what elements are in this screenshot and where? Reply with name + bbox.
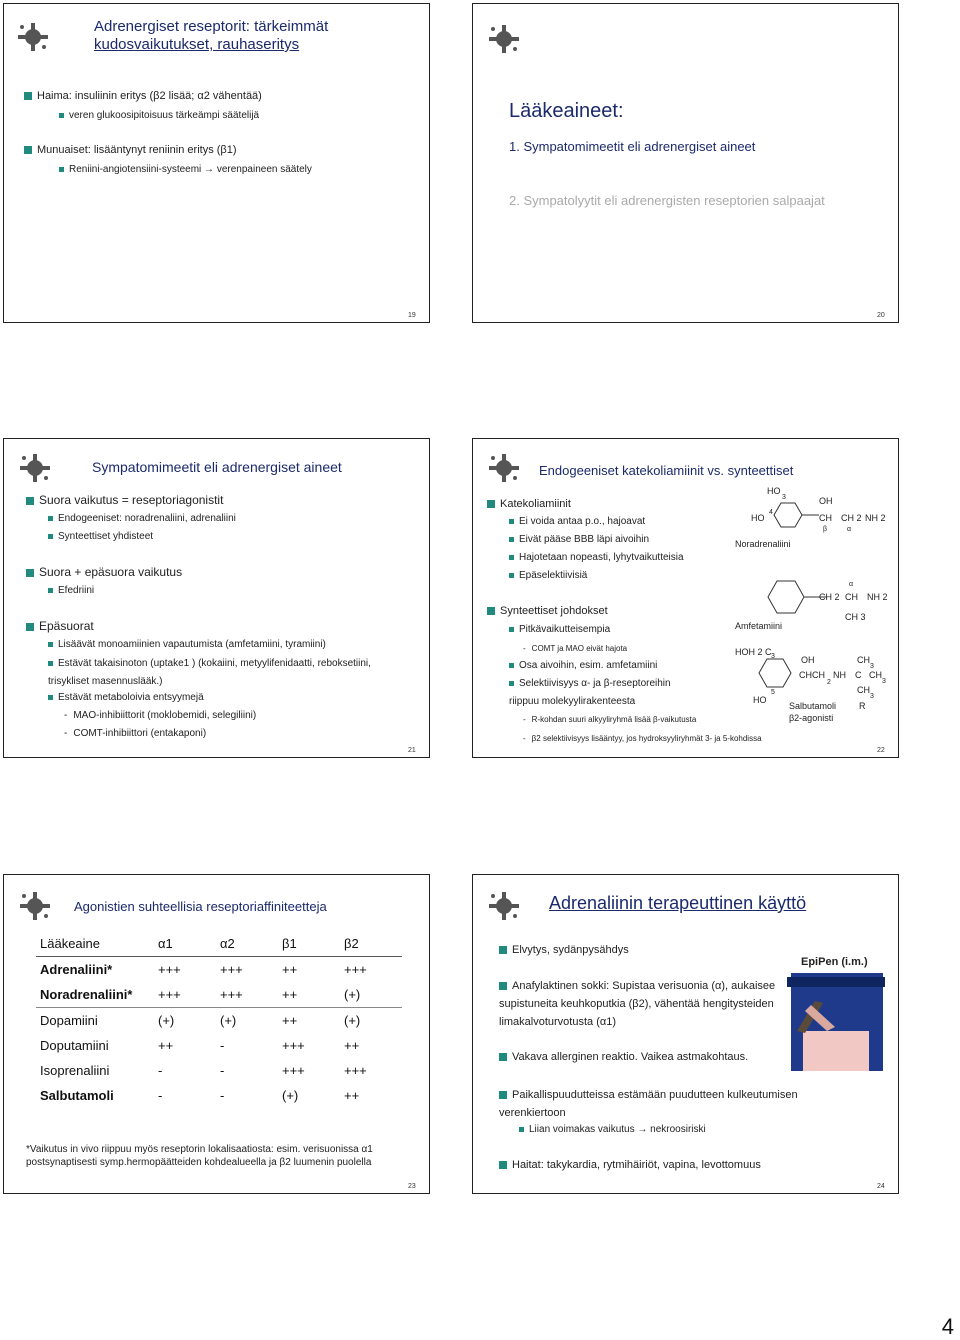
- table-cell: -: [220, 1088, 225, 1103]
- table-cell: +++: [344, 1063, 367, 1078]
- list-item: - COMT ja MAO eivät hajota: [523, 642, 627, 656]
- slide-number: 21: [408, 747, 416, 754]
- chem-label: R: [859, 701, 866, 711]
- header-cell: β1: [278, 931, 340, 957]
- list-item: Suora vaikutus = reseptoriagonistit: [26, 493, 223, 507]
- table-cell: (+): [344, 1013, 361, 1028]
- chem-label: CH 2: [819, 592, 840, 602]
- table-row: [36, 1058, 402, 1083]
- table-cell: (+): [158, 1013, 175, 1028]
- slide-number: 20: [877, 312, 885, 319]
- table-cell: -: [158, 1063, 163, 1078]
- chem-label: 4: [769, 509, 773, 516]
- slide-title: Agonistien suhteellisia reseptoriaffiniteetteja: [74, 899, 327, 914]
- table-row: [36, 982, 402, 1008]
- chem-label: HOH 2 C: [735, 647, 772, 657]
- noradrenaline-label: Noradrenaliini: [735, 539, 791, 549]
- list-item-1: 1. Sympatomimeetit eli adrenergiset aineet: [509, 139, 756, 154]
- slide-19: [3, 3, 430, 323]
- slide-20: [472, 3, 899, 323]
- title-line-2: kudosvaikutukset, rauhaseritys: [94, 36, 300, 53]
- chem-label: 3: [771, 653, 775, 660]
- table-cell: ++: [344, 1088, 360, 1103]
- noradrenaline-structure-icon: [761, 497, 821, 537]
- chem-label: CH: [857, 685, 870, 695]
- chem-label: 3: [882, 678, 886, 685]
- header-cell: α2: [216, 931, 278, 957]
- epipen-label: EpiPen (i.m.): [801, 956, 868, 968]
- chem-label: OH: [819, 496, 833, 506]
- affinity-table: [36, 931, 402, 1108]
- table-cell: (+): [340, 982, 402, 1008]
- chem-label: 3: [870, 693, 874, 700]
- university-logo-icon: [16, 22, 50, 52]
- chem-label: NH 2: [865, 513, 886, 523]
- slide-23: [3, 874, 430, 1194]
- list-item: Synteettiset yhdisteet: [48, 530, 153, 544]
- table-cell: Isoprenaliini: [40, 1063, 110, 1078]
- chem-label: C: [855, 670, 862, 680]
- slide-number: 19: [408, 312, 416, 319]
- chem-label: OH: [801, 655, 815, 665]
- chem-label: 3: [782, 494, 786, 501]
- slide-21: [3, 438, 430, 758]
- title-line-1: Adrenergiset reseptorit: tärkeimmät: [94, 18, 329, 35]
- list-item: Hajotetaan nopeasti, lyhytvaikutteisia: [509, 551, 684, 565]
- list-item: Elvytys, sydänpysähdys: [499, 943, 629, 957]
- slide-24: [472, 874, 899, 1194]
- slide-title: [94, 18, 328, 54]
- header-cell: Lääkeaine: [36, 931, 154, 957]
- chem-label: 3: [870, 663, 874, 670]
- table-cell: Adrenaliini*: [40, 962, 113, 977]
- list-item: Munuaiset: lisääntynyt reniinin eritys (β1): [24, 143, 237, 157]
- table-cell: +++: [220, 962, 243, 977]
- university-logo-icon: [487, 453, 521, 483]
- table-cell: +++: [154, 982, 216, 1008]
- beta2-agonist-label: β2-agonisti: [789, 713, 834, 723]
- slide-22: [472, 438, 899, 758]
- slide-number: 24: [877, 1183, 885, 1190]
- chem-label: CH: [819, 513, 832, 523]
- list-item: veren glukoosipitoisuus tärkeämpi säätelijä: [59, 109, 259, 123]
- chem-label: HO: [753, 695, 767, 705]
- table-cell: Salbutamoli: [40, 1088, 114, 1103]
- slide-title: Adrenaliinin terapeuttinen käyttö: [549, 893, 807, 913]
- table-cell: +++: [216, 982, 278, 1008]
- table-cell: Dopamiini: [40, 1013, 98, 1028]
- table-cell: Doputamiini: [40, 1038, 109, 1053]
- chem-label: CHCH: [799, 670, 825, 680]
- table-cell: ++: [282, 1013, 298, 1028]
- list-item: Epäselektiivisiä: [509, 569, 587, 583]
- list-item: Estävät takaisinoton (uptake1 ) (kokaiini, metyylifenidaatti, reboksetiini, trisykliset masennuslääk.): [48, 655, 408, 691]
- table-cell: +++: [344, 962, 367, 977]
- table-cell: ++: [282, 962, 298, 977]
- chem-label: 5: [771, 689, 775, 696]
- header-cell: β2: [340, 931, 402, 957]
- list-item: - β2 selektiivisyys lisääntyy, jos hydroksyyliryhmät 3- ja 5-kohdissa: [523, 732, 762, 746]
- table-cell: Noradrenaliini*: [36, 982, 154, 1008]
- amphetamine-label: Amfetamiini: [735, 621, 783, 631]
- university-logo-icon: [18, 453, 52, 483]
- list-item: Efedriini: [48, 584, 94, 598]
- chem-label: NH 2: [867, 592, 888, 602]
- university-logo-icon: [487, 24, 521, 54]
- list-item: Endogeeniset: noradrenaliini, adrenaliini: [48, 512, 236, 526]
- table-cell: -: [220, 1063, 225, 1078]
- table-cell: -: [220, 1038, 225, 1053]
- slide-heading: Lääkeaineet:: [509, 100, 624, 122]
- table-footnote: *Vaikutus in vivo riippuu myös reseptorin lokalisaatiosta: esim. verisuonissa α1 postsynaptisesti symp.hermopäätteiden kohdealueella ja β2 luumenin puolella: [26, 1144, 373, 1168]
- slide-title: Endogeeniset katekoliamiinit vs. synteettiset: [539, 463, 794, 478]
- chem-label: α: [847, 526, 852, 533]
- table-cell: +++: [158, 962, 181, 977]
- page-number: 4: [941, 1314, 954, 1339]
- list-item: Suora + epäsuora vaikutus: [26, 565, 182, 579]
- list-item: Katekoliamiinit: [487, 497, 571, 511]
- list-item: - MAO-inhibiittorit (moklobemidi, selegiliini): [64, 709, 256, 723]
- slide-title: Sympatomimeetit eli adrenergiset aineet: [92, 459, 342, 475]
- list-item: Vakava allerginen reaktio. Vaikea astmakohtaus.: [499, 1050, 748, 1064]
- salbutamol-structure-icon: [753, 653, 805, 697]
- slide-number: 23: [408, 1183, 416, 1190]
- list-item: riippuu molekyylirakenteesta: [509, 696, 636, 707]
- epipen-injection-illustration-icon: [787, 971, 885, 1071]
- table-row: [36, 957, 402, 983]
- list-item-2: 2. Sympatolyytit eli adrenergisten reseptorien salpaajat: [509, 193, 825, 208]
- list-item: Haima: insuliinin eritys (β2 lisää; α2 vähentää): [24, 89, 262, 103]
- chem-label: 2: [827, 679, 831, 686]
- chem-label: HO: [751, 513, 765, 523]
- chem-label: α: [849, 581, 854, 588]
- table-cell: ++: [278, 982, 340, 1008]
- list-item: Pitkävaikutteisempia: [509, 623, 610, 637]
- list-item: Selektiivisyys α- ja β-reseptoreihin: [509, 677, 671, 691]
- table-cell: +++: [282, 1038, 305, 1053]
- chem-label: CH 3: [845, 612, 866, 622]
- table-cell: ++: [344, 1038, 360, 1053]
- slide-number: 22: [877, 747, 885, 754]
- table-cell: (+): [220, 1013, 237, 1028]
- chem-label: CH: [845, 592, 858, 602]
- list-item: Osa aivoihin, esim. amfetamiini: [509, 659, 657, 673]
- table-cell: (+): [282, 1088, 299, 1103]
- list-item: Epäsuorat: [26, 619, 94, 633]
- list-item: Paikallispuudutteissa estämään puudutteen kulkeutumisen verenkiertoon: [499, 1086, 839, 1122]
- chem-label: CH: [869, 670, 882, 680]
- salbutamol-label: Salbutamoli: [789, 701, 837, 711]
- list-item: Estävät metaboloivia entsyymejä: [48, 691, 204, 705]
- university-logo-icon: [487, 891, 521, 921]
- table-cell: -: [158, 1088, 163, 1103]
- table-cell: +++: [282, 1063, 305, 1078]
- list-item: Reniini-angiotensiini-systeemi → verenpaineen säätely: [59, 163, 312, 177]
- table-row: [36, 1033, 402, 1058]
- chem-label: CH 2: [841, 513, 862, 523]
- table-row: [36, 1008, 402, 1034]
- chem-label: NH: [833, 670, 846, 680]
- chem-label: HO: [767, 486, 781, 496]
- chem-label: β: [823, 526, 828, 533]
- chem-label: CH: [857, 655, 870, 665]
- list-item: Lisäävät monoamiinien vapautumista (amfetamiini, tyramiini): [48, 638, 326, 652]
- table-row: [36, 1083, 402, 1108]
- list-item: - R-kohdan suuri alkyyliryhmä lisää β-vaikutusta: [523, 713, 696, 727]
- table-cell: ++: [158, 1038, 174, 1053]
- list-item: Haitat: takykardia, rytmihäiriöt, vapina, levottomuus: [499, 1158, 761, 1172]
- header-cell: α1: [154, 931, 216, 957]
- list-item: Liian voimakas vaikutus → nekroosiriski: [519, 1123, 706, 1137]
- list-item: Eivät pääse BBB läpi aivoihin: [509, 533, 649, 547]
- list-item: - COMT-inhibiittori (entakaponi): [64, 727, 206, 741]
- list-item: Synteettiset johdokset: [487, 604, 608, 618]
- university-logo-icon: [18, 891, 52, 921]
- list-item: Anafylaktinen sokki: Supistaa verisuonia (α), aukaisee supistuneita keuhkoputkia (β2), vähentää hengitysteiden limakalvoturvotusta (α1): [499, 977, 779, 1031]
- list-item: Ei voida antaa p.o., hajoavat: [509, 515, 645, 529]
- table-header-row: [36, 931, 402, 957]
